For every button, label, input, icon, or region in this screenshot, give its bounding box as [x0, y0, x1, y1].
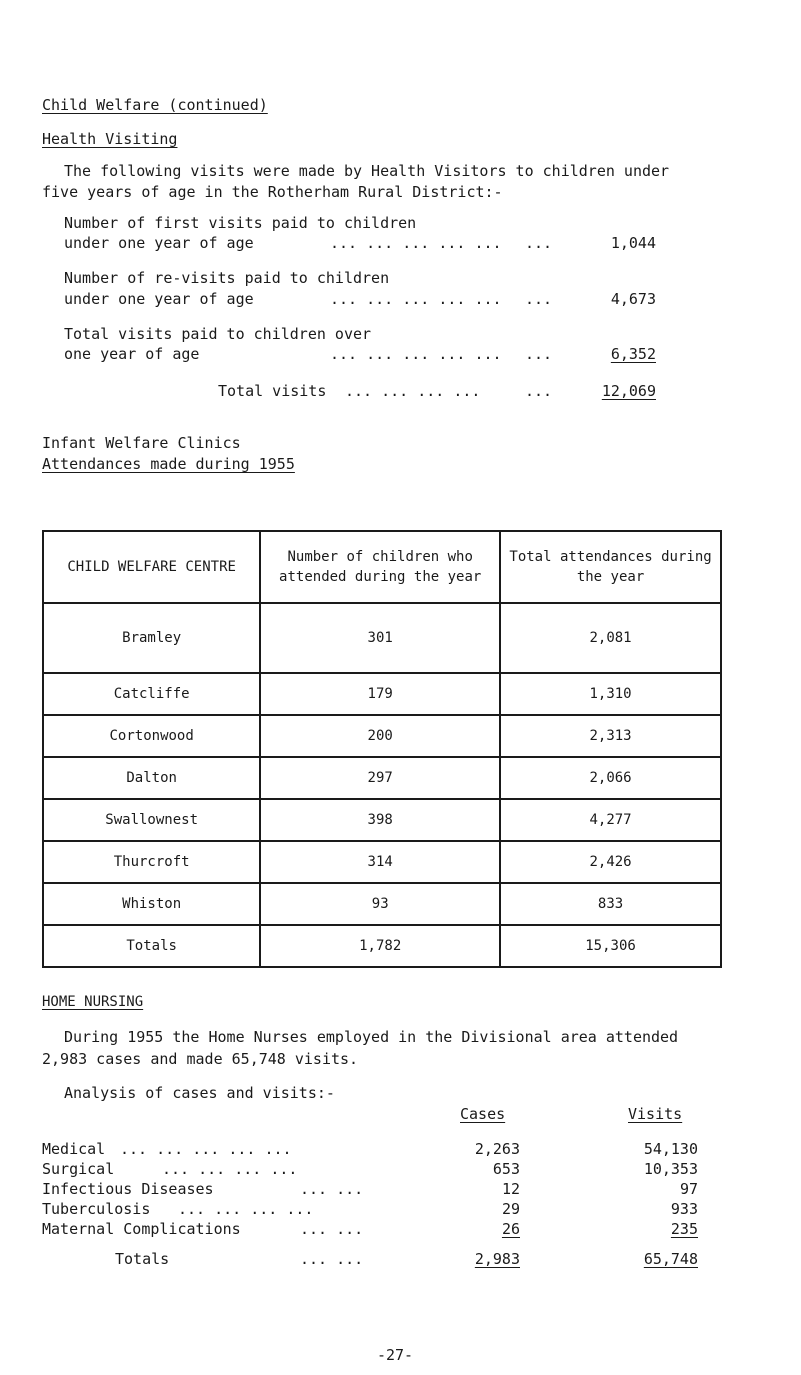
- nursing-row-label: Infectious Diseases: [42, 1180, 214, 1198]
- visits-item-leader: ...: [525, 345, 553, 363]
- home-nursing-para-2: 2,983 cases and made 65,748 visits.: [42, 1050, 359, 1068]
- clinics-subheading: Attendances made during 1955: [42, 455, 295, 473]
- intro-line-2: five years of age in the Rotherham Rural District:-: [42, 183, 503, 201]
- cell-totals-label: Totals: [43, 925, 260, 967]
- nursing-row-label: Surgical: [42, 1160, 115, 1178]
- visits-item-leader: ...: [525, 234, 553, 252]
- total-visits-leader: ... ... ... ...: [345, 382, 481, 400]
- col-header-cases: Cases: [460, 1105, 506, 1123]
- clinics-table: [42, 530, 722, 968]
- cell-centre: Dalton: [43, 757, 260, 799]
- visits-item-label-1: Number of re-visits paid to children: [64, 269, 390, 287]
- nursing-row-leader: ... ... ... ... ...: [120, 1140, 292, 1158]
- cell-children: 200: [260, 715, 500, 757]
- intro-line-1: The following visits were made by Health Visitors to children under: [64, 162, 670, 180]
- home-nursing-para-1: During 1955 the Home Nurses employed in the Divisional area attended: [64, 1028, 679, 1046]
- visits-item-value: 1,044: [610, 234, 656, 252]
- total-visits-value: 12,069: [601, 382, 656, 400]
- nursing-row-label: Tuberculosis: [42, 1200, 151, 1218]
- col-header-centre: CHILD WELFARE CENTRE: [43, 531, 260, 603]
- page-number: -27-: [376, 1346, 414, 1364]
- nursing-row-cases: 653: [492, 1160, 520, 1178]
- clinics-header-row: [43, 531, 721, 603]
- health-visiting-heading: Health Visiting: [42, 130, 178, 148]
- visits-item-value: 4,673: [610, 290, 656, 308]
- nursing-totals-cases: 2,983: [474, 1250, 520, 1268]
- nursing-row-leader: ... ... ... ...: [178, 1200, 314, 1218]
- visits-item-label-1: Total visits paid to children over: [64, 325, 372, 343]
- table-row: [43, 757, 721, 799]
- cell-totals-attendances: 15,306: [500, 925, 721, 967]
- total-visits-leader: ...: [525, 382, 553, 400]
- cell-children: 314: [260, 841, 500, 883]
- nursing-row-cases: 29: [501, 1200, 520, 1218]
- cell-children: 179: [260, 673, 500, 715]
- analysis-label: Analysis of cases and visits:-: [64, 1084, 335, 1102]
- cell-centre: Cortonwood: [43, 715, 260, 757]
- nursing-row-visits: 10,353: [643, 1160, 698, 1178]
- totals-row: [43, 925, 721, 967]
- cell-totals-children: 1,782: [260, 925, 500, 967]
- nursing-row-visits: 933: [670, 1200, 698, 1218]
- table-row: [43, 799, 721, 841]
- nursing-row-cases: 12: [501, 1180, 520, 1198]
- cell-centre: Bramley: [43, 603, 260, 673]
- visits-item-label-2: under one year of age: [64, 234, 254, 252]
- nursing-row-visits: 54,130: [643, 1140, 698, 1158]
- section-title: Child Welfare (continued): [42, 96, 268, 114]
- table-row: [43, 841, 721, 883]
- nursing-row-leader: ... ...: [300, 1180, 364, 1198]
- cell-attendances: 2,313: [500, 715, 721, 757]
- nursing-totals-visits: 65,748: [643, 1250, 698, 1268]
- visits-item-value: 6,352: [610, 345, 656, 363]
- col-header-attendances: Total attendances during the year: [500, 531, 721, 603]
- col-header-children: Number of children who attended during the year: [260, 531, 500, 603]
- cell-children: 297: [260, 757, 500, 799]
- table-row: [43, 673, 721, 715]
- cell-children: 398: [260, 799, 500, 841]
- clinics-heading: Infant Welfare Clinics: [42, 434, 241, 452]
- cell-attendances: 4,277: [500, 799, 721, 841]
- nursing-row-label: Maternal Complications: [42, 1220, 241, 1238]
- cell-centre: Thurcroft: [43, 841, 260, 883]
- cell-children: 301: [260, 603, 500, 673]
- cell-children: 93: [260, 883, 500, 925]
- nursing-row-cases: 26: [501, 1220, 520, 1238]
- table-row: [43, 883, 721, 925]
- home-nursing-heading: HOME NURSING: [42, 994, 144, 1010]
- cell-attendances: 2,426: [500, 841, 721, 883]
- cell-attendances: 833: [500, 883, 721, 925]
- nursing-row-leader: ... ... ... ...: [162, 1160, 298, 1178]
- nursing-row-visits: 235: [670, 1220, 698, 1238]
- visits-item-leader: ... ... ... ... ...: [330, 234, 502, 252]
- visits-item-label-1: Number of first visits paid to children: [64, 214, 417, 232]
- visits-item-label-2: one year of age: [64, 345, 200, 363]
- table-row: [43, 715, 721, 757]
- cell-attendances: 2,066: [500, 757, 721, 799]
- cell-attendances: 1,310: [500, 673, 721, 715]
- cell-centre: Catcliffe: [43, 673, 260, 715]
- cell-centre: Whiston: [43, 883, 260, 925]
- total-visits-label: Total visits: [218, 382, 327, 400]
- visits-item-leader: ... ... ... ... ...: [330, 345, 502, 363]
- col-header-visits: Visits: [628, 1105, 683, 1123]
- nursing-row-label: Medical: [42, 1140, 106, 1158]
- cell-centre: Swallownest: [43, 799, 260, 841]
- nursing-row-leader: ... ...: [300, 1220, 364, 1238]
- visits-item-leader: ... ... ... ... ...: [330, 290, 502, 308]
- visits-item-label-2: under one year of age: [64, 290, 254, 308]
- visits-item-leader: ...: [525, 290, 553, 308]
- nursing-row-visits: 97: [679, 1180, 698, 1198]
- nursing-row-cases: 2,263: [474, 1140, 520, 1158]
- cell-attendances: 2,081: [500, 603, 721, 673]
- nursing-totals-label: Totals: [115, 1250, 170, 1268]
- nursing-totals-leader: ... ...: [300, 1250, 364, 1268]
- table-row: [43, 603, 721, 673]
